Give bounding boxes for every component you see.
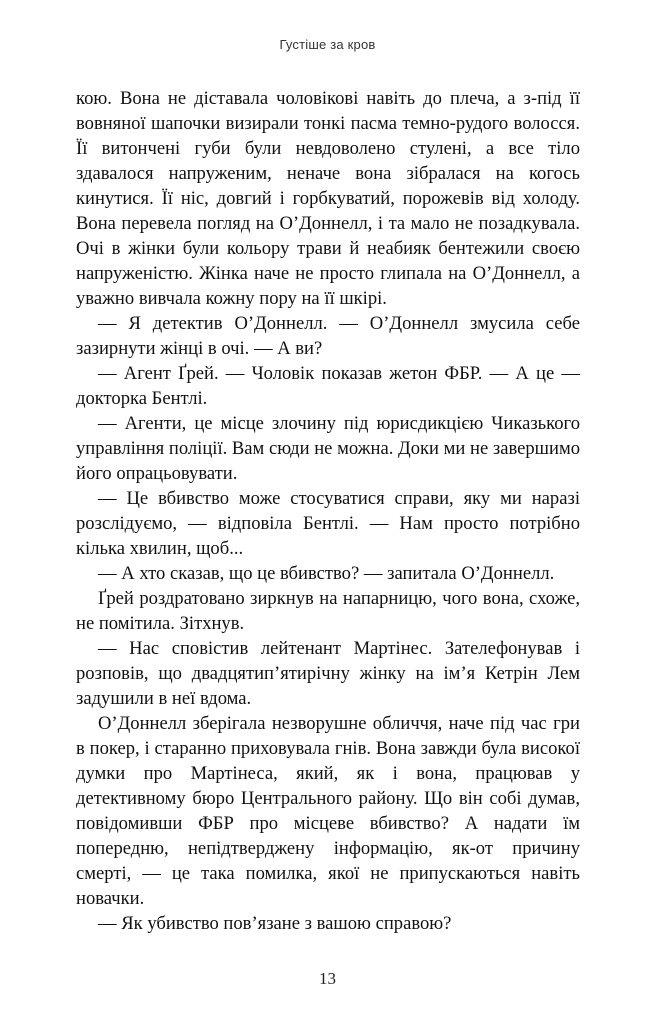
paragraph: — Нас сповістив лейтенант Мартінес. Зателефонував і розповів, що двадцятип’ятирічну жінку на ім’я Кетрін Лем задушили в неї вдома.: [76, 638, 580, 709]
paragraph: — Це вбивство може стосуватися справи, яку ми наразі розслідуємо, — відповіла Бентлі. — Нам просто потрібно кілька хвилин, щоб...: [76, 488, 580, 559]
page-number: 13: [319, 969, 336, 988]
paragraph: О’Доннелл зберігала незворушне обличчя, наче під час гри в покер, і старанно приховувала гнів. Вона завжди була високої думки про Мартінеса, який, як і вона, працював у детективному бюро Центрального району. Що він собі думав, повідомивши ФБР про місцеве вбивство? А надати їм попередню, непідтверджену інформацію, як-от причину смерті, — це така помилка, якої не припускаються навіть новачки.: [76, 713, 580, 909]
paragraph: — Я детектив О’Доннелл. — О’Доннелл змусила себе зазирнути жінці в очі. — А ви?: [76, 313, 580, 359]
paragraph: Ґрей роздратовано зиркнув на напарницю, чого вона, схоже, не помітила. Зітхнув.: [76, 588, 580, 634]
paragraph: кою. Вона не діставала чоловікові навіть до плеча, а з-під її вовняної шапочки визирали тонкі пасма темно-рудого волосся. Її витончені губи були невдоволено стулені, а все тіло здавалося напруженим, неначе вона зібралася на когось кинутися. Її ніс, довгий і горбкуватий, порожевів від холоду. Вона перевела погляд на О’Доннелл, і та мало не позадкувала. Очі в жінки були кольору трави й неабияк бентежили своєю напруженістю. Жінка наче не просто глипала на О’Доннелл, а уважно вивчала кожну пору на її шкірі.: [76, 88, 580, 309]
body-text: [76, 86, 580, 936]
running-head: Густіше за кров: [279, 37, 376, 52]
paragraph: — А хто сказав, що це вбивство? — запитала О’Доннелл.: [98, 563, 555, 584]
paragraph: — Як убивство пов’язане з вашою справою?: [98, 913, 452, 934]
paragraph: — Агенти, це місце злочину під юрисдикцією Чиказького управління поліції. Вам сюди не можна. Доки ми не завершимо його опрацьовувати.: [76, 413, 581, 484]
paragraph: — Агент Ґрей. — Чоловік показав жетон ФБР. — А це — докторка Бентлі.: [76, 363, 580, 409]
